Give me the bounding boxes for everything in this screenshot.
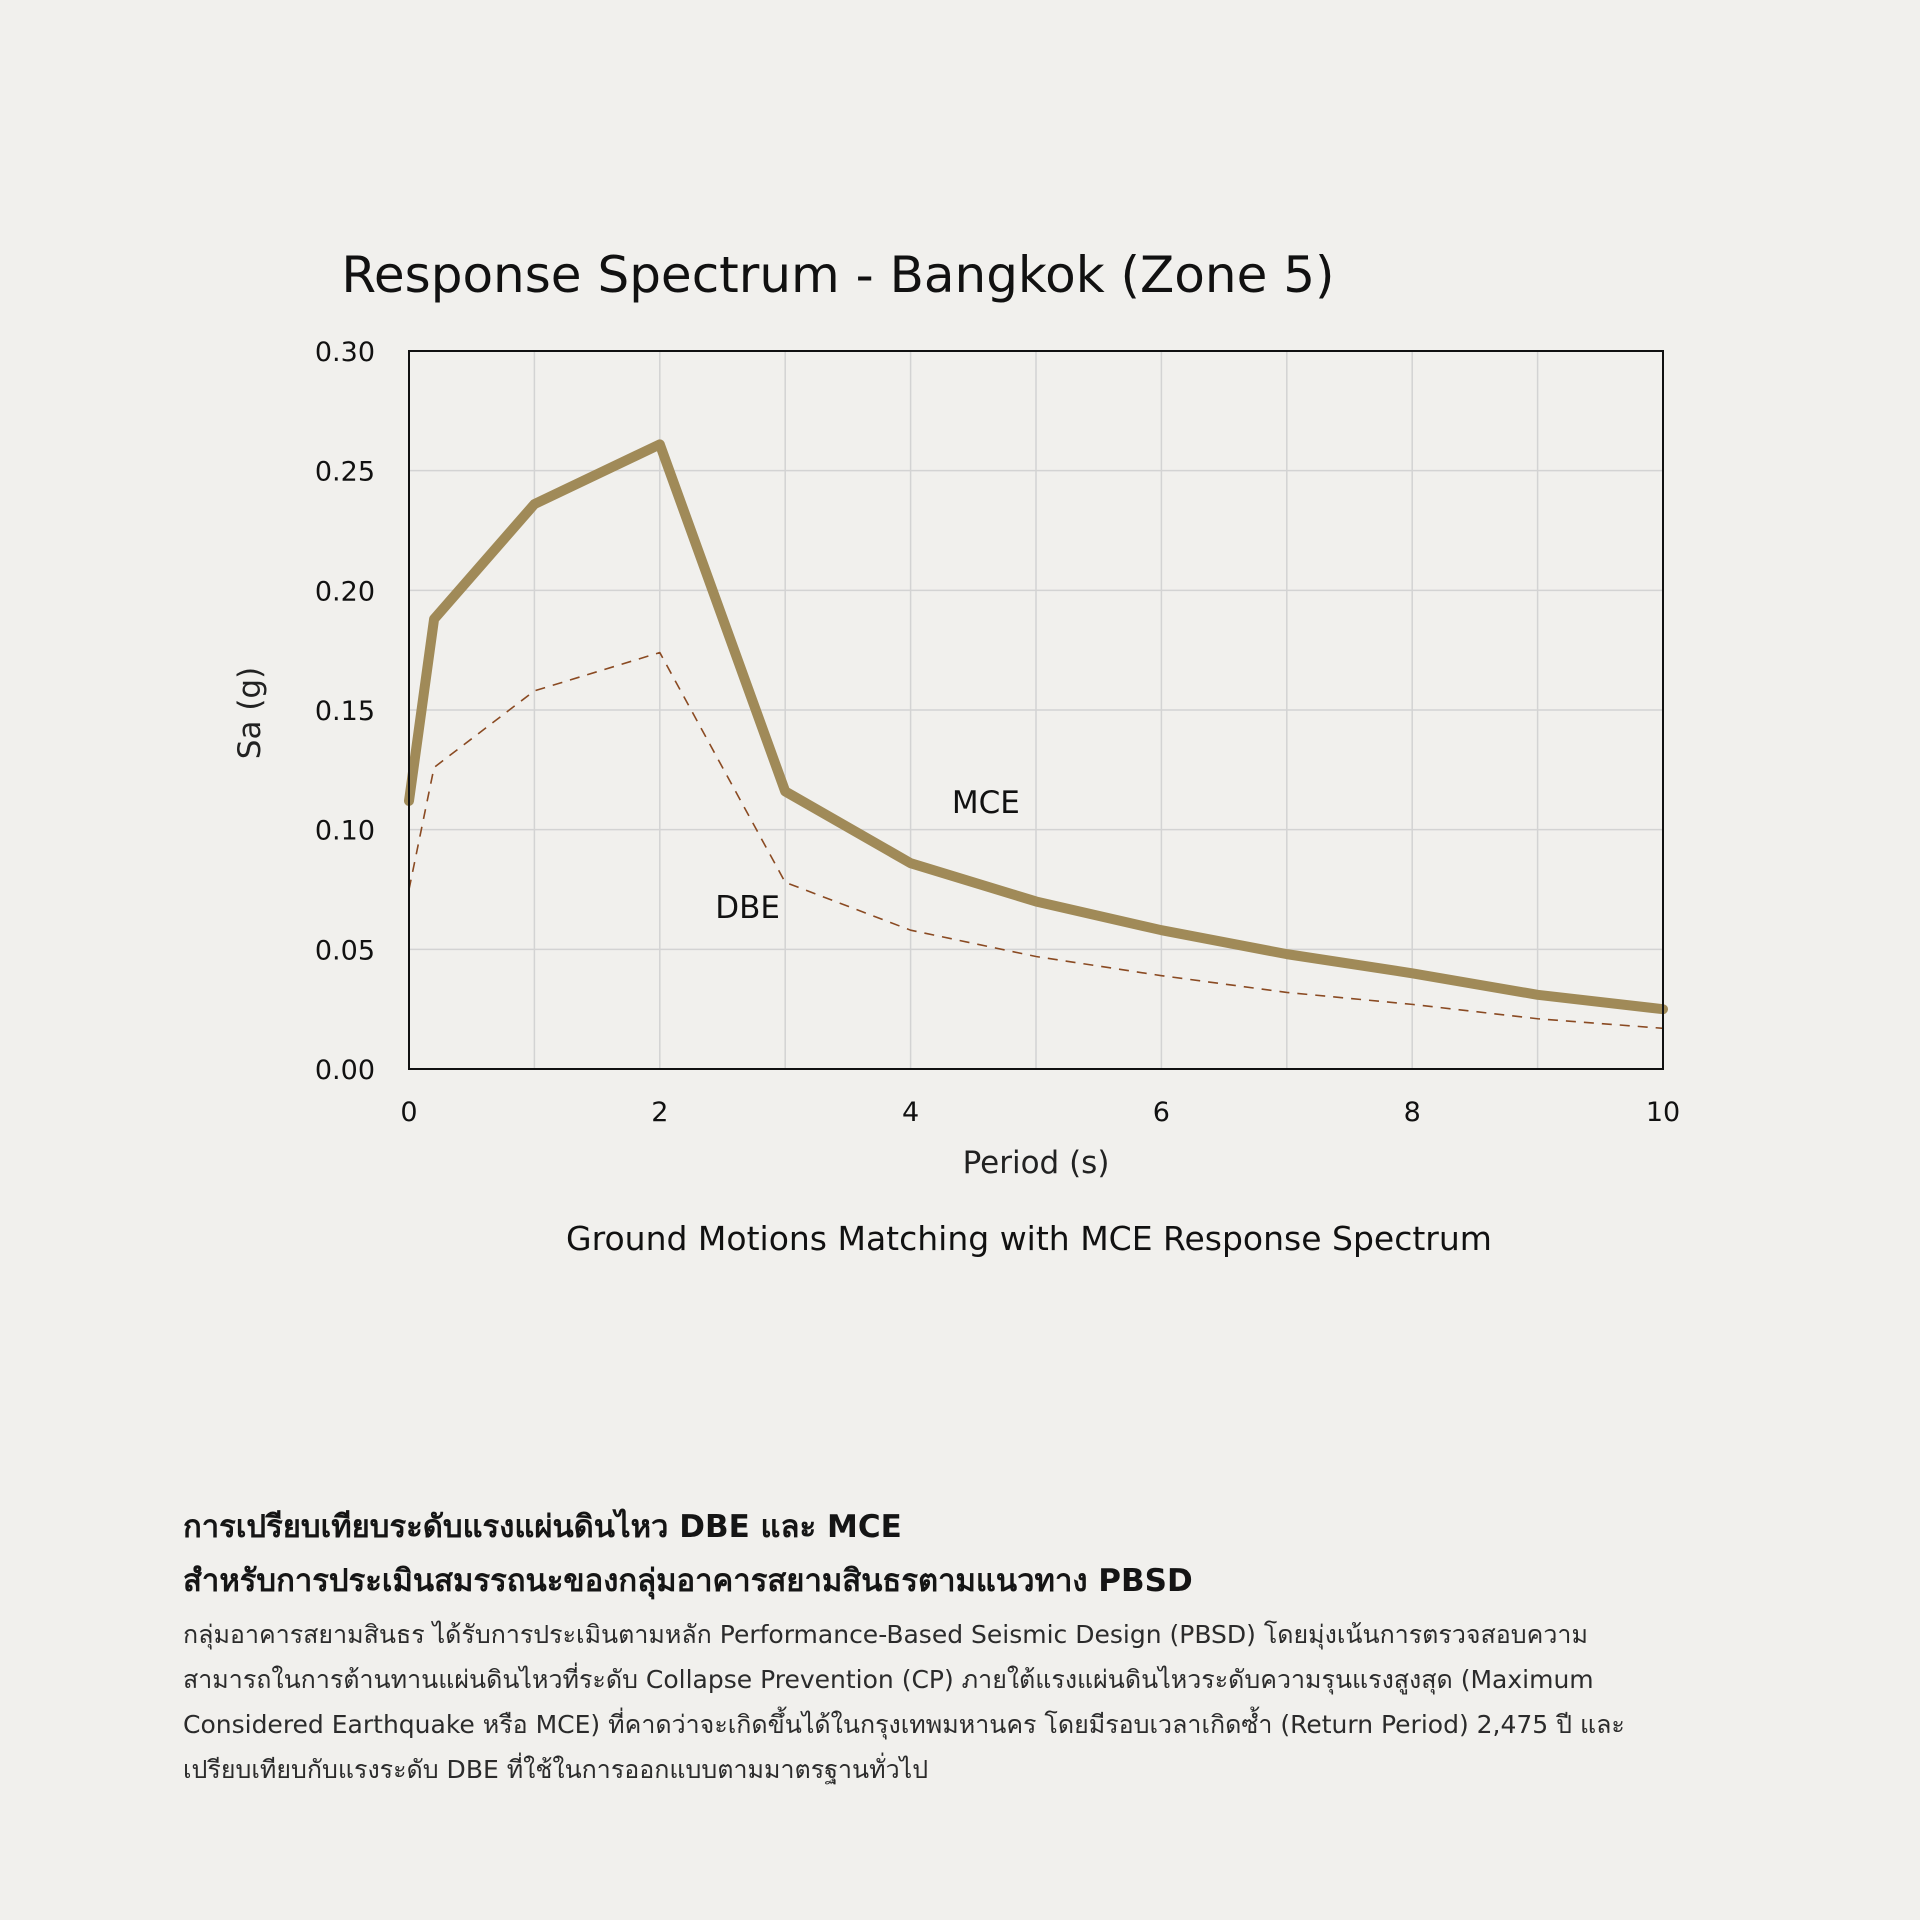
description-heading xyxy=(183,1500,1743,1608)
x-tick-label: 0 xyxy=(400,1097,418,1128)
y-axis-label: Sa (g) xyxy=(232,666,268,760)
x-axis-ticks xyxy=(400,1097,1680,1128)
x-axis-label: Period (s) xyxy=(962,1145,1110,1181)
y-tick-label: 0.15 xyxy=(314,696,375,727)
grid xyxy=(409,351,1663,1069)
chart-title: Response Spectrum - Bangkok (Zone 5) xyxy=(341,246,1335,304)
y-axis-ticks xyxy=(315,337,375,1086)
heading-line: การเปรียบเทียบระดับแรงแผ่นดินไหว DBE และ MCE xyxy=(183,1509,902,1545)
dbe-series-label: DBE xyxy=(715,890,780,927)
x-tick-label: 2 xyxy=(651,1097,669,1128)
x-tick-label: 6 xyxy=(1152,1097,1170,1128)
x-tick-label: 8 xyxy=(1403,1097,1421,1128)
heading-line: สำหรับการประเมินสมรรถนะของกลุ่มอาคารสยามสินธรตามแนวทาง PBSD xyxy=(183,1563,1193,1599)
y-tick-label: 0.20 xyxy=(314,576,375,608)
mce-series-label: MCE xyxy=(951,784,1020,821)
body-line: เปรียบเทียบกับแรงระดับ DBE ที่ใช้ในการออกแบบตามมาตรฐานทั่วไป xyxy=(183,1755,929,1784)
chart-caption: Ground Motions Matching with MCE Response Spectrum xyxy=(566,1219,1492,1258)
x-tick-label: 4 xyxy=(902,1097,920,1128)
x-tick-label: 10 xyxy=(1645,1097,1681,1128)
y-tick-label: 0.05 xyxy=(314,935,375,967)
y-tick-label: 0.25 xyxy=(314,456,375,488)
description-body xyxy=(183,1612,1743,1792)
description-block xyxy=(183,1500,1743,1792)
body-line: กลุ่มอาคารสยามสินธร ได้รับการประเมินตามหลัก Performance-Based Seismic Design (PBSD) โดยมุ่งเน้นการตรวจสอบความ xyxy=(183,1620,1588,1649)
body-line: Considered Earthquake หรือ MCE) ที่คาดว่าจะเกิดขึ้นได้ในกรุงเทพมหานคร โดยมีรอบเวลาเกิดซ้ำ (Return Period) 2,475 ปี และ xyxy=(183,1710,1625,1739)
y-tick-label: 0.10 xyxy=(314,815,375,847)
y-tick-label: 0.00 xyxy=(314,1055,375,1086)
y-tick-label: 0.30 xyxy=(314,337,375,368)
body-line: สามารถในการต้านทานแผ่นดินไหวที่ระดับ Collapse Prevention (CP) ภายใต้แรงแผ่นดินไหวระดับความรุนแรงสูงสุด (Maximum xyxy=(183,1665,1594,1694)
